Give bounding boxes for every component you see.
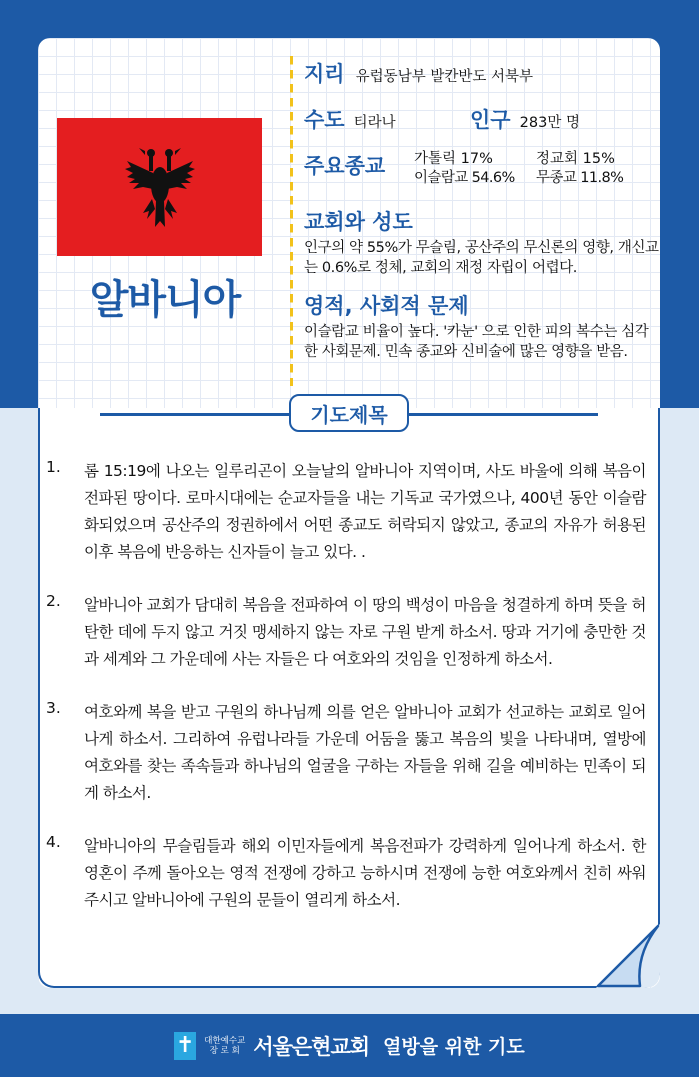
capital-value: 티라나 <box>353 115 396 131</box>
religion-values <box>414 150 654 188</box>
denomination-line1: 대한예수교 <box>204 1035 246 1046</box>
religion-catholic: 가톨릭 17% <box>414 151 493 167</box>
geography-value: 유럽동남부 발칸반도 서북부 <box>355 69 533 85</box>
church-text: 인구의 약 55%가 무슬림, 공산주의 무신론의 영향, 개신교는 0.6%로 정체, 교회의 재정 자립이 어렵다. <box>304 240 659 276</box>
prayer-text: 알바니아의 무슬림들과 해외 이민자들에게 복음전파가 강력하게 일어나게 하소서. 한 영혼이 주께 돌아오는 영적 전쟁에 강하고 능하시며 전쟁에 능한 여호와께서 친히 싸워주시고 알바니아에 구원의 문들이 열리게 하소서. <box>84 837 646 909</box>
albania-flag <box>57 118 262 256</box>
population-value: 283만 명 <box>519 115 580 131</box>
capital-label: 수도 <box>304 108 345 132</box>
church-name: 서울은현교회 <box>253 1034 370 1059</box>
prayer-section-title: 기도제목 <box>289 394 409 432</box>
population-label: 인구 <box>470 108 511 132</box>
dashed-divider <box>290 56 293 386</box>
double-headed-eagle-icon <box>125 143 195 231</box>
religion-row <box>304 150 385 180</box>
population-row <box>470 104 580 134</box>
prayer-item <box>46 458 646 566</box>
prayer-item <box>46 699 646 807</box>
spiritual-label: 영적, 사회적 문제 <box>304 294 469 318</box>
prayer-text: 롬 15:19에 나오는 일루리곤이 오늘날의 알바니아 지역이며, 사도 바울에 의해 복음이 전파된 땅이다. 로마시대에는 순교자들을 내는 기독교 국가였으나, 400년 동안 이슬람화되었으며 공산주의 정권하에서 어떤 종교도 허락되지 않았고, 종교의 자유가 허용된 이후 복음에 반응하는 신자들이 늘고 있다. . <box>84 462 646 561</box>
church-label: 교회와 성도 <box>304 210 413 234</box>
prayer-number: 4. <box>46 833 61 851</box>
capital-row <box>304 104 396 134</box>
spiritual-section <box>304 290 660 362</box>
prayer-list <box>46 458 646 940</box>
prayer-item <box>46 592 646 673</box>
title-line-right <box>408 413 598 416</box>
prayer-number: 1. <box>46 458 61 476</box>
prayer-number: 3. <box>46 699 61 717</box>
country-name: 알바니아 <box>89 277 241 323</box>
prayer-item <box>46 833 646 914</box>
religion-orthodox: 정교회 15% <box>536 151 615 167</box>
prayer-text: 알바니아 교회가 담대히 복음을 전파하여 이 땅의 백성이 마음을 청결하게 하며 뜻을 허탄한 데에 두지 않고 거짓 맹세하지 않는 자로 구원 받게 하소서. 땅과 거기에 충만한 것과 세계와 그 가운데에 사는 자들은 다 여호와의 것임을 인정하게 하소서. <box>84 596 646 668</box>
religion-islam: 이슬람교 54.6% <box>414 170 515 186</box>
footer-bar <box>0 1014 699 1077</box>
religion-none: 무종교 11.8% <box>536 170 624 186</box>
denomination <box>204 1036 245 1056</box>
cross-logo-icon: ✝ <box>176 1033 195 1058</box>
religion-label: 주요종교 <box>304 154 386 178</box>
geography-label: 지리 <box>304 62 345 86</box>
prayer-text: 여호와께 복을 받고 구원의 하나님께 의를 얻은 알바니아 교회가 선교하는 교회로 일어나게 하소서. 그리하여 유럽나라들 가운데 어둠을 뚫고 복음의 빛을 나타내며, 열방에 여호와를 찾는 족속들과 하나님의 얼굴을 구하는 자들을 위해 길을 예비하는 민족이 되게 하소서. <box>84 703 646 802</box>
spiritual-text: 이슬람교 비율이 높다. '카눈' 으로 인한 피의 복수는 심각한 사회문제. 민속 종교와 신비술에 많은 영향을 받음. <box>304 324 649 360</box>
title-line-left <box>100 413 290 416</box>
denomination-line2: 장 로 회 <box>209 1045 240 1056</box>
prayer-number: 2. <box>46 592 61 610</box>
church-section <box>304 206 660 278</box>
footer-subtitle: 열방을 위한 기도 <box>383 1036 525 1058</box>
geography-row <box>304 58 533 88</box>
